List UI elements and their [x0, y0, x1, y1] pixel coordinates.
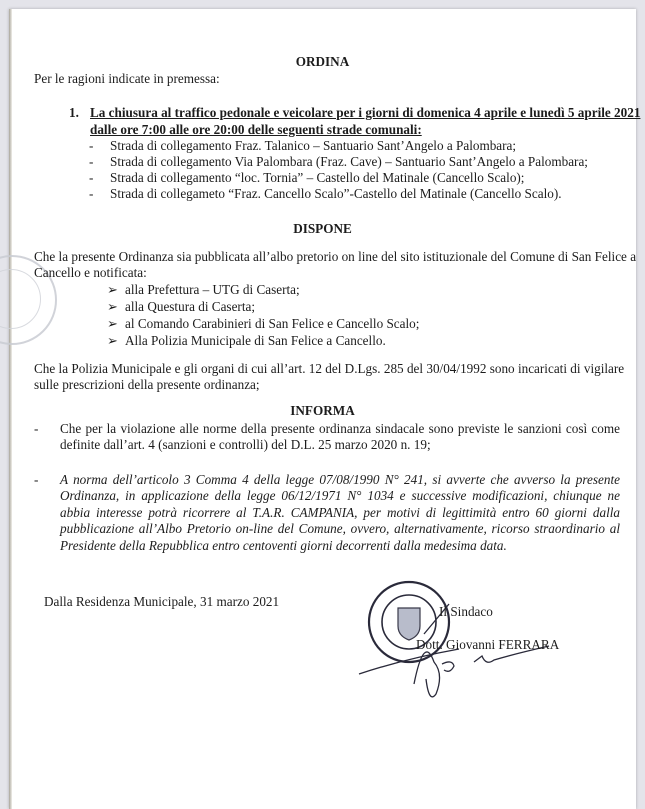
recipient-item: alla Questura di Caserta;	[125, 299, 255, 314]
arrow-bullet-icon: ➢	[107, 299, 119, 314]
heading-ordina: ORDINA	[295, 54, 350, 69]
ordina-line-2: dalle ore 7:00 alle ore 20:00 delle seguenti strade comunali:	[90, 122, 422, 137]
arrow-bullet-icon: ➢	[107, 316, 119, 331]
street-bullet: -	[89, 138, 94, 153]
recipient-item: alla Prefettura – UTG di Caserta;	[125, 282, 300, 297]
arrow-bullet-icon: ➢	[107, 282, 119, 297]
signatory-title: Il Sindaco	[439, 604, 493, 619]
signatory-name: Dott. Giovanni FERRARA	[416, 637, 560, 652]
signature-block	[354, 574, 560, 714]
street-item: Strada di collegamento Fraz. Talanico – Santuario Sant’Angelo a Palombara;	[110, 138, 517, 153]
street-item: Strada di collegameto “Fraz. Cancello Scalo”-Castello del Matinale (Cancello Scalo).	[110, 186, 562, 201]
vigilanza-line-2: sulle prescrizioni della presente ordinanza;	[34, 377, 260, 392]
document-page	[9, 9, 641, 809]
ordina-line-1: La chiusura al traffico pedonale e veicolare per i giorni di domenica 4 aprile e lunedì 5 aprile 2021	[90, 105, 641, 120]
street-item: Strada di collegamento “loc. Tornia” – Castello del Matinale (Cancello Scalo);	[110, 170, 525, 185]
informa-paragraph-2: A norma dell’articolo 3 Comma 4 della legge 07/08/1990 N° 241, si avverte che avverso la presente Ordinanza, in applicazione della legge 06/12/1971 N° 1034 e successive modificazioni, chiunque ne abbia interesse potrà ricorrere al T.A.R. CAMPANIA, per motivi di legittimità entro 60 giorni dalla pubblicazione all’Albo Pretorio on-line del Comune, ovvero, alternativamente, ricorso straordinario al Presidente della Repubblica entro centoventi giorni decorrenti dalla medesima data.	[60, 472, 620, 553]
place-date: Dalla Residenza Municipale, 31 marzo 2021	[44, 594, 280, 609]
intro-text: Per le ragioni indicate in premessa:	[34, 71, 220, 86]
arrow-bullet-icon: ➢	[107, 333, 119, 348]
street-item: Strada di collegamento Via Palombara (Fraz. Cave) – Santuario Sant’Angelo a Palombara;	[110, 154, 588, 169]
dispone-line-1: Che la presente Ordinanza sia pubblicata all’albo pretorio on line del sito istituzionale del Comune di San Felice a	[34, 249, 637, 264]
street-bullet: -	[89, 186, 94, 201]
recipient-item: al Comando Carabinieri di San Felice e Cancello Scalo;	[125, 316, 420, 331]
item-number: 1.	[69, 105, 79, 120]
recipient-item: Alla Polizia Municipale di San Felice a Cancello.	[125, 333, 386, 348]
street-bullet: -	[89, 170, 94, 185]
vigilanza-line-1: Che la Polizia Municipale e gli organi di cui all’art. 12 del D.Lgs. 285 del 30/04/1992 sono incaricati di vigilare	[34, 361, 625, 376]
informa-bullet: -	[34, 421, 39, 436]
informa-paragraph-1: Che per la violazione alle norme della presente ordinanza sindacale sono previste le sanzioni così come definite dall’art. 4 (sanzioni e controlli) del D.L. 25 marzo 2020 n. 19;	[60, 421, 620, 452]
dispone-line-2: Cancello e notificata:	[34, 265, 147, 280]
street-bullet: -	[89, 154, 94, 169]
informa-bullet: -	[34, 472, 39, 487]
heading-dispone: DISPONE	[293, 221, 352, 236]
heading-informa: INFORMA	[290, 403, 355, 418]
